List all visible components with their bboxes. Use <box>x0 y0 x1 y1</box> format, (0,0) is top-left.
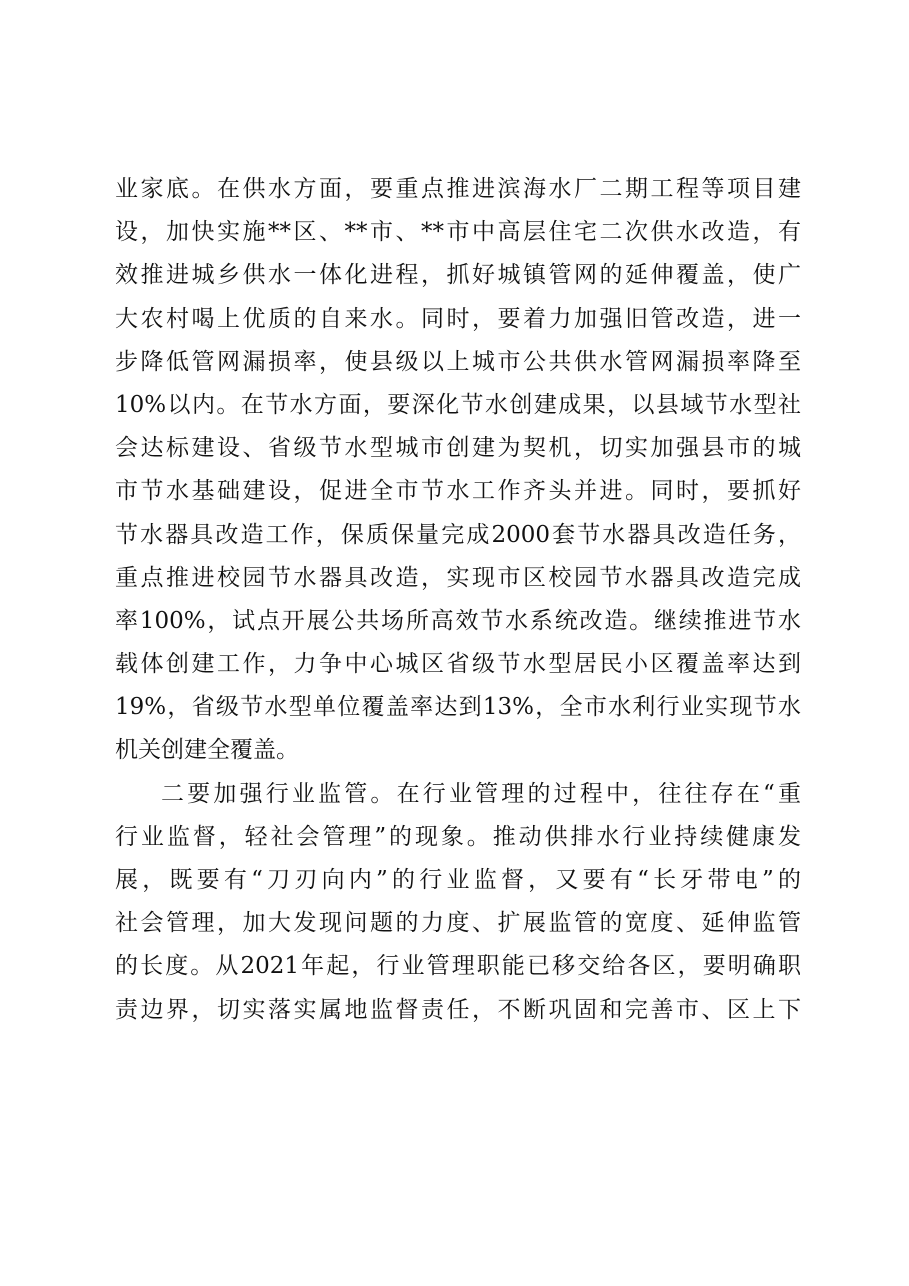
text-line: 展，既要有“刀刃向内”的行业监督，又要有“长牙带电”的 <box>115 867 801 893</box>
text-line: 市节水基础建设，促进全市节水工作齐头并进。同时，要抓好 <box>115 478 801 505</box>
paragraph-2 <box>115 773 801 1032</box>
text-line: 步降低管网漏损率，使县级以上城市公共供水管网漏损率降至 <box>115 348 801 375</box>
text-line: 二要加强行业监管。在行业管理的过程中，往往存在“重 <box>161 780 801 807</box>
text-line: 节水器具改造工作，保质保量完成2000套节水器具改造任务， <box>115 521 801 548</box>
text-line: 大农村喝上优质的自来水。同时，要着力加强旧管改造，进一 <box>115 305 801 332</box>
text-line: 机关创建全覆盖。 <box>115 737 299 764</box>
paragraph-1 <box>115 168 801 773</box>
text-line: 的长度。从2021年起，行业管理职能已移交给各区，要明确职 <box>115 953 801 980</box>
text-line: 设，加快实施**区、**市、**市中高层住宅二次供水改造，有 <box>115 219 801 246</box>
text-line: 业家底。在供水方面，要重点推进滨海水厂二期工程等项目建 <box>115 176 801 202</box>
document-body <box>115 168 801 1032</box>
text-line: 10%以内。在节水方面，要深化节水创建成果，以县域节水型社 <box>115 391 801 418</box>
text-line: 重点推进校园节水器具改造，实现市区校园节水器具改造完成 <box>115 564 801 591</box>
text-line: 行业监督，轻社会管理”的现象。推动供排水行业持续健康发 <box>115 823 801 850</box>
text-line: 率100%，试点开展公共场所高效节水系统改造。继续推进节水 <box>115 607 801 634</box>
text-line: 会达标建设、省级节水型城市创建为契机，切实加强县市的城 <box>115 435 801 462</box>
text-line: 19%，省级节水型单位覆盖率达到13%，全市水利行业实现节水 <box>115 694 801 721</box>
text-line: 责边界，切实落实属地监督责任，不断巩固和完善市、区上下 <box>115 996 801 1023</box>
text-line: 载体创建工作，力争中心城区省级节水型居民小区覆盖率达到 <box>115 651 801 678</box>
text-line: 社会管理，加大发现问题的力度、扩展监管的宽度、延伸监管 <box>115 910 801 937</box>
text-line: 效推进城乡供水一体化进程，抓好城镇管网的延伸覆盖，使广 <box>115 262 801 289</box>
